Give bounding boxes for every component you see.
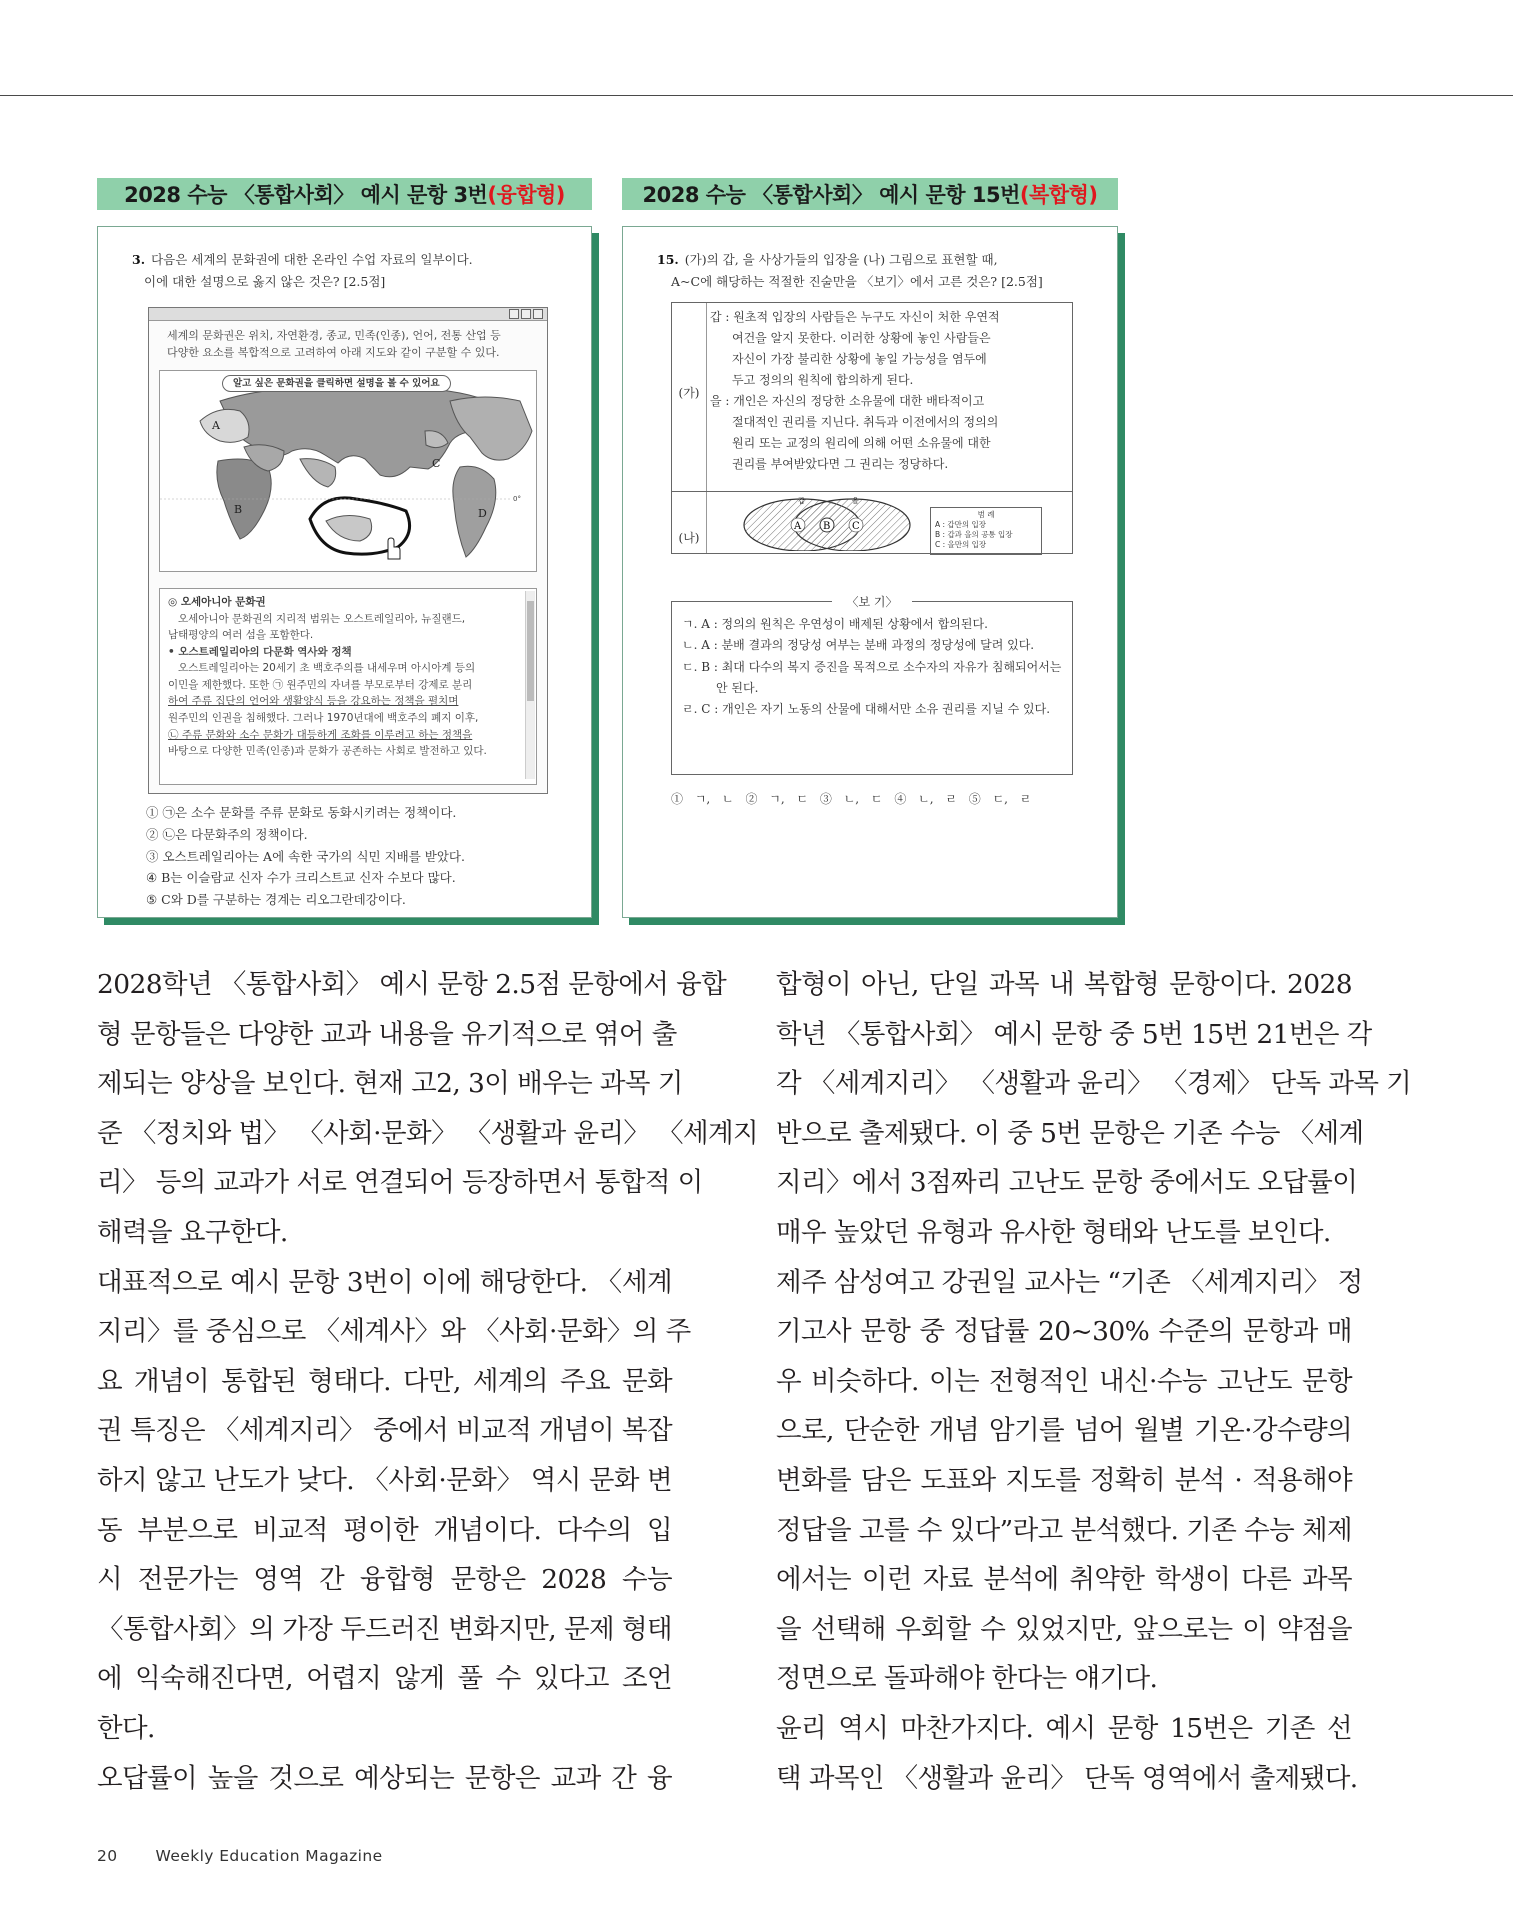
info-scrollbar[interactable] [525,591,535,779]
na-label: (나) [678,531,700,545]
eul-line: 을 : 개인은 자신의 정당한 소유물에 대한 배타적이고 [710,394,985,408]
article-column-left [97,960,759,1803]
choice: ⑤ C와 D를 구분하는 경계는 리오그란데강이다. [146,892,406,907]
bogi-line: ㄴ. A : 분배 결과의 정당성 여부는 분배 과정의 정당성에 달려 있다. [682,638,1035,653]
article-line: 대표적으로 예시 문항 3번이 이에 해당한다. 〈세계 [97,1266,672,1298]
intro-line: 세계의 문화권은 위치, 자연환경, 종교, 민족(인종), 언어, 전통 산업 등 [167,329,501,342]
article-line: 택 과목인 〈생활과 윤리〉 단독 영역에서 출제됐다. [776,1762,1358,1794]
intro-line: 다양한 요소를 복합적으로 고려하여 아래 지도와 같이 구분할 수 있다. [167,346,500,360]
oceania-info-panel [159,588,537,785]
info-line: ㉡ 주류 문화와 소수 문화가 대등하게 조화를 이루려고 하는 정책을 [168,728,473,741]
venn-label-c: C [852,521,860,532]
exam-left-header-text: 2028 수능 〈통합사회〉 예시 문항 3번 [124,183,488,207]
map-label-c: C [432,457,441,470]
article-line: 오답률이 높을 것으로 예상되는 문항은 교과 간 융 [97,1762,672,1794]
article-line: 윤리 역시 마찬가지다. 예시 문항 15번은 기존 선 [776,1712,1352,1744]
article-line: 하지 않고 난도가 낮다. 〈사회·문화〉 역시 문화 변 [97,1464,672,1496]
info-line: 남태평양의 여러 섬을 포함한다. [168,629,314,642]
article-line: 매우 높았던 유형과 유사한 형태와 난도를 보인다. [776,1216,1331,1248]
article-line: 합형이 아닌, 단일 과목 내 복합형 문항이다. 2028 [776,969,1352,1000]
article-line: 지리〉에서 3점짜리 고난도 문항 중에서도 오답률이 [776,1167,1358,1199]
eul-line: 원리 또는 교정의 원리에 의해 어떤 소유물에 대한 [732,436,991,450]
bogi-line: ㄷ. B : 최대 다수의 복지 증진을 목적으로 소수자의 자유가 침해되어서는 안 된다. [682,659,1062,696]
exam-right-header [622,178,1118,210]
info-line: 원주민의 인권을 침해했다. 그러나 1970년대에 백호주의 폐지 이후, [168,712,479,725]
page-number: 20 [97,1847,118,1865]
gap-line: 갑 : 원초적 입장의 사람들은 누구도 자신이 처한 우연적 [710,310,1000,324]
legend-line: C : 을만의 입장 [935,540,987,550]
gap-line: 두고 정의의 원칙에 합의하게 된다. [732,373,914,387]
article-line: 한다. [97,1712,155,1744]
hand-cursor-icon [388,538,400,559]
minimize-icon[interactable] [509,309,519,319]
article-line: 에서는 이런 자료 분석에 취약한 학생이 다른 과목 [776,1564,1352,1596]
info-line: 이민을 제한했다. 또한 ㉠ 원주민의 자녀를 부모로부터 강제로 분리 [168,678,473,691]
exam-left [97,178,592,918]
world-map-svg [160,371,536,571]
window-intro [149,321,547,361]
article-line: 제주 삼성여고 강권일 교사는 “기존 〈세계지리〉 정 [776,1266,1363,1298]
choice: ② ㉡은 다문화주의 정책이다. [146,826,308,842]
bogi-line: ㄹ. C : 개인은 자기 노동의 산물에 대해서만 소유 권리를 지닐 수 있다. [682,702,1051,717]
info-line: 오세아니아 문화권의 지리적 범위는 오스트레일리아, 뉴질랜드, [178,612,466,625]
exam-right-box [622,226,1118,918]
question-line: (가)의 갑, 을 사상가들의 입장을 (나) 그림으로 표현할 때, [684,252,998,267]
venn-label-gap: 갑 [798,497,805,505]
article-line: 으로, 단순한 개념 암기를 넘어 월별 기온·강수량의 [776,1415,1352,1447]
passage-table [671,302,1073,554]
map-label-d: D [478,507,487,520]
venn-legend [930,507,1042,555]
world-map[interactable] [159,370,537,572]
eul-line: 절대적인 권리를 지닌다. 취득과 이전에서의 정의의 [732,415,999,429]
venn-label-eul: 을 [852,497,859,505]
question-number: 15. [657,252,679,267]
bogi-line: ㄱ. A : 정의의 원칙은 우연성이 배제된 상황에서 합의된다. [682,617,988,631]
close-icon[interactable] [533,309,543,319]
map-label-a: A [212,419,220,432]
article-line: 제되는 양상을 보인다. 현재 고2, 3이 배우는 과목 기 [97,1068,683,1100]
article-line: 준 〈정치와 법〉 〈사회·문화〉 〈생활과 윤리〉 〈세계지 [97,1117,759,1149]
article-line: 학년 〈통합사회〉 예시 문항 중 5번 15번 21번은 각 [776,1018,1372,1050]
article-line: 반으로 출제됐다. 이 중 5번 문항은 기존 수능 〈세계 [776,1117,1364,1149]
article-line: 각 〈세계지리〉 〈생활과 윤리〉 〈경제〉 단독 과목 기 [776,1068,1412,1100]
legend-line: A : 갑만의 입장 [935,520,987,530]
venn-diagram [732,495,922,551]
exam-right-choices: ① ㄱ, ㄴ ② ㄱ, ㄷ ③ ㄴ, ㄷ ④ ㄴ, ㄹ ⑤ ㄷ, ㄹ [671,792,1032,806]
exam-right-header-tag: (복합형) [1019,183,1098,207]
exam-left-question [132,249,562,293]
article-line: 해력을 요구한다. [97,1216,288,1248]
article-line: 기고사 문항 중 정답률 20~30% 수준의 문항과 매 [776,1316,1352,1348]
article-line: 지리〉를 중심으로 〈세계사〉와 〈사회·문화〉의 주 [97,1316,691,1348]
article-line: 동 부분으로 비교적 평이한 개념이다. 다수의 입 [97,1514,672,1546]
article-line: 을 선택해 우회할 수 있었지만, 앞으로는 이 약점을 [776,1613,1352,1645]
legend-line: B : 갑과 을의 공통 입장 [935,530,1013,540]
passage-ga [672,303,1072,492]
question-line: 이에 대한 설명으로 옳지 않은 것은? [2.5점] [144,273,386,289]
gap-line: 자신이 가장 불리한 상황에 놓일 가능성을 염두에 [732,352,987,366]
scroll-thumb[interactable] [527,601,534,701]
question-line: A~C에 해당하는 적절한 진술만을 〈보기〉에서 고른 것은? [2.5점] [671,273,1043,289]
article-line: 리〉 등의 교과가 서로 연결되어 등장하면서 통합적 이 [97,1167,703,1199]
info-line: 바탕으로 다양한 민족(인종)과 문화가 공존하는 사회로 발전하고 있다. [168,745,487,758]
article-line: 〈통합사회〉의 가장 두드러진 변화지만, 문제 형태 [97,1613,672,1645]
exam-left-choices [146,802,566,911]
exam-right-header-text: 2028 수능 〈통합사회〉 예시 문항 15번 [642,183,1020,207]
article-line: 정답을 고를 수 있다”라고 분석했다. 기존 수능 체제 [776,1514,1352,1546]
choice: ④ B는 이슬람교 신자 수가 크리스트교 신자 수보다 많다. [146,870,456,886]
article-column-right [776,960,1412,1803]
article-line: 변화를 담은 도표와 지도를 정확히 분석 · 적용해야 [776,1464,1352,1496]
article-line: 시 전문가는 영역 간 융합형 문항은 2028 수능 [97,1564,672,1596]
choice: ① ㉠은 소수 문화를 주류 문화로 동화시키려는 정책이다. [146,805,457,820]
article-line: 우 비슷하다. 이는 전형적인 내신·수능 고난도 문항 [776,1365,1352,1397]
window-titlebar [149,308,547,321]
magazine-name: Weekly Education Magazine [155,1847,383,1865]
exam-right-question [657,249,1087,293]
bogi-box [671,595,1073,775]
exam-left-header-tag: (융합형) [487,183,565,207]
exam-left-header [97,178,592,210]
map-label-b: B [234,503,243,516]
map-degree-label: 0° [513,495,521,503]
venn-label-b: B [823,521,831,532]
article-line: 정면으로 돌파해야 한다는 얘기다. [776,1663,1158,1695]
info-line: 오스트레일리아는 20세기 초 백호주의를 내세우며 아시아계 등의 [178,662,476,675]
info-title: ◎ 오세아니아 문화권 [168,596,266,608]
exam-left-box [97,226,592,918]
legend-title: 범 례 [977,510,995,519]
question-line: 다음은 세계의 문화권에 대한 온라인 수업 자료의 일부이다. [151,252,473,267]
info-line: 하여 주류 집단의 언어와 생활양식 등을 강요하는 정책을 펼치며 [168,695,459,708]
maximize-icon[interactable] [521,309,531,319]
question-number: 3. [132,252,146,267]
exam-right [622,178,1118,918]
article-line: 형 문항들은 다양한 교과 내용을 유기적으로 엮어 출 [97,1018,677,1050]
ga-label: (가) [678,386,700,400]
top-rule [0,95,1513,96]
gap-line: 여건을 알지 못한다. 이러한 상황에 놓인 사람들은 [732,331,991,345]
info-subtitle: • 오스트레일리아의 다문화 역사와 정책 [168,645,352,658]
lesson-window [148,307,548,794]
map-hint-pill: 알고 싶은 문화권을 클릭하면 설명을 볼 수 있어요 [222,375,451,392]
page-footer [97,1847,383,1865]
venn-label-a: A [794,521,802,532]
article-line: 에 익숙해진다면, 어렵지 않게 풀 수 있다고 조언 [97,1663,672,1695]
article-line: 권 특징은 〈세계지리〉 중에서 비교적 개념이 복잡 [97,1415,672,1447]
article-line: 2028학년 〈통합사회〉 예시 문항 2.5점 문항에서 융합 [97,969,727,1000]
article-line: 요 개념이 통합된 형태다. 다만, 세계의 주요 문화 [97,1365,672,1397]
choice: ③ 오스트레일리아는 A에 속한 국가의 식민 지배를 받았다. [146,848,465,864]
bogi-title: 〈보 기〉 [832,592,912,613]
eul-line: 권리를 부여받았다면 그 권리는 정당하다. [732,457,949,471]
